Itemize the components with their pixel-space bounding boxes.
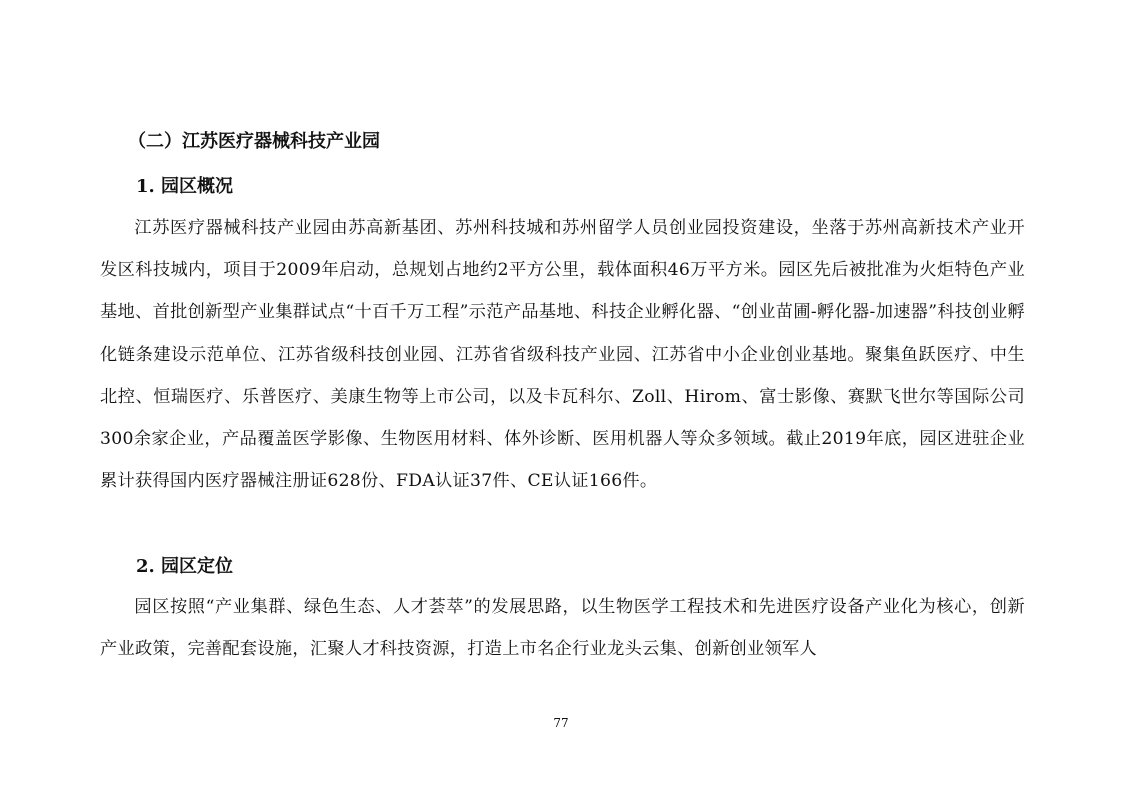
- paragraph-overview: 江苏医疗器械科技产业园由苏高新基团、苏州科技城和苏州留学人员创业园投资建设，坐落于苏州高新技术产业开发区科技城内，项目于2009年启动，总规划占地约2平方公里，载体面积46万平方米。园区先后被批准为火炬特色产业基地、首批创新型产业集群试点“十百千万工程”示范产品基地、科技企业孵化器、“创业苗圃-孵化器-加速器”科技创业孵化链条建设示范单位、江苏省级科技创业园、江苏省省级科技产业园、江苏省中小企业创业基地。聚集鱼跃医疗、中生北控、恒瑞医疗、乐普医疗、美康生物等上市公司，以及卡瓦科尔、Zoll、Hirom、富士影像、赛默飞世尔等国际公司300余家企业，产品覆盖医学影像、生物医用材料、体外诊断、医用机器人等众多领域。截止2019年底，园区进驻企业累计获得国内医疗器械注册证628份、FDA认证37件、CE认证166件。: [100, 218, 1025, 492]
- subsection-title-overview: 1. 园区概况: [136, 176, 234, 197]
- paragraph-positioning: 园区按照“产业集群、绿色生态、人才荟萃”的发展思路，以生物医学工程技术和先进医疗设备产业化为核心，创新产业政策，完善配套设施，汇聚人才科技资源，打造上市名企行业龙头云集、创新创业领军人: [100, 597, 1025, 660]
- section-title: （二）江苏医疗器械科技产业园: [128, 131, 380, 152]
- page-number: 77: [553, 716, 569, 730]
- subsection-title-positioning: 2. 园区定位: [136, 556, 234, 577]
